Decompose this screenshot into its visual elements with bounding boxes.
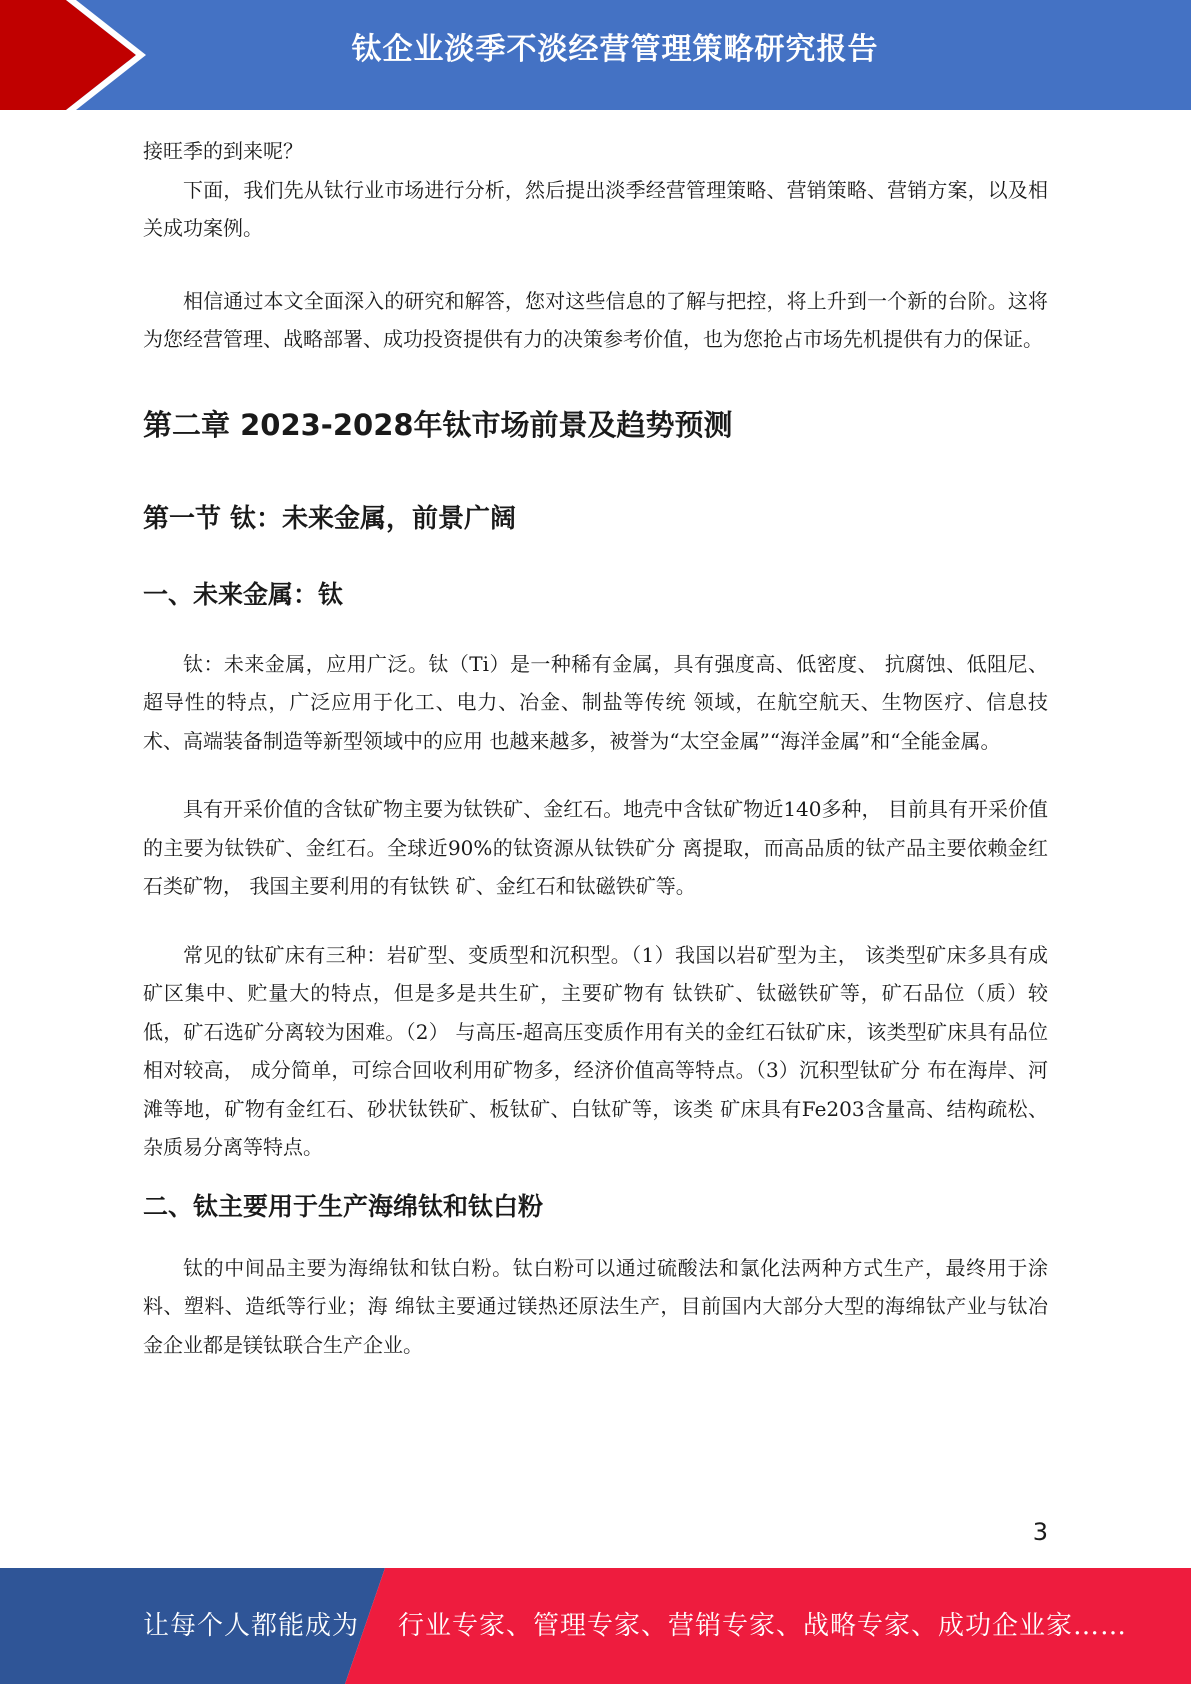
page-header	[0, 0, 1191, 110]
footer-slogan-left: 让每个人都能成为	[143, 1611, 360, 1641]
header-chevron-decoration	[0, 0, 160, 110]
subsection-heading-2: 二、钛主要用于生产海绵钛和钛白粉	[143, 1191, 544, 1221]
page-number: 3	[1032, 1518, 1048, 1546]
page-footer	[0, 1568, 1191, 1684]
section-heading: 第一节 钛：未来金属，前景广阔	[143, 503, 517, 534]
paragraph-intro: 下面，我们先从钛行业市场进行分析，然后提出淡季经营管理策略、营销策略、营销方案，以及相关成功案例。	[143, 177, 1048, 240]
chapter-heading: 第二章 2023-2028年钛市场前景及趋势预测	[143, 407, 733, 442]
paragraph-intermediates: 钛的中间品主要为海绵钛和钛白粉。钛白粉可以通过硫酸法和氯化法两种方式生产，最终用于涂料、塑料、造纸等行业；海 绵钛主要通过镁热还原法生产，目前国内大部分大型的海绵钛产业与钛冶金企业都是镁钛联合生产企业。	[143, 1255, 1048, 1357]
paragraph-minerals: 具有开采价值的含钛矿物主要为钛铁矿、金红石。地壳中含钛矿物近140多种， 目前具有开采价值的主要为钛铁矿、金红石。全球近90%的钛资源从钛铁矿分 离提取，而高品质的钛产品主要依赖金红石类矿物， 我国主要利用的有钛铁 矿、金红石和钛磁铁矿等。	[143, 797, 1048, 898]
paragraph-titanium-intro: 钛：未来金属，应用广泛。钛（Ti）是一种稀有金属，具有强度高、低密度、 抗腐蚀、低阻尼、超导性的特点，广泛应用于化工、电力、冶金、制盐等传统 领域，在航空航天、生物医疗、信息技术、高端装备制造等新型领域中的应用 也越来越多，被誉为“太空金属”“海洋金属”和“全能金属。	[143, 651, 1048, 753]
document-body	[143, 132, 1048, 1364]
footer-slogan-right: 行业专家、管理专家、营销专家、战略专家、成功企业家……	[398, 1611, 1128, 1641]
paragraph-continuation: 接旺季的到来呢？	[143, 139, 303, 163]
report-title: 钛企业淡季不淡经营管理策略研究报告	[351, 32, 879, 67]
subsection-heading-1: 一、未来金属：钛	[143, 579, 344, 609]
paragraph-value: 相信通过本文全面深入的研究和解答，您对这些信息的了解与把控，将上升到一个新的台阶。这将为您经营管理、战略部署、成功投资提供有力的决策参考价值，也为您抢占市场先机提供有力的保证。	[143, 288, 1048, 351]
paragraph-deposit-types: 常见的钛矿床有三种：岩矿型、变质型和沉积型。（1）我国以岩矿型为主， 该类型矿床多具有成矿区集中、贮量大的特点，但是多是共生矿，主要矿物有 钛铁矿、钛磁铁矿等，矿石品位（质）较低，矿石选矿分离较为困难。（2） 与高压-超高压变质作用有关的金红石钛矿床，该类型矿床具有品位相对较高， 成分简单，可综合回收利用矿物多，经济价值高等特点。（3）沉积型钛矿分 布在海岸、河滩等地，矿物有金红石、砂状钛铁矿、板钛矿、白钛矿等，该类 矿床具有Fe203含量高、结构疏松、杂质易分离等特点。	[143, 942, 1048, 1159]
